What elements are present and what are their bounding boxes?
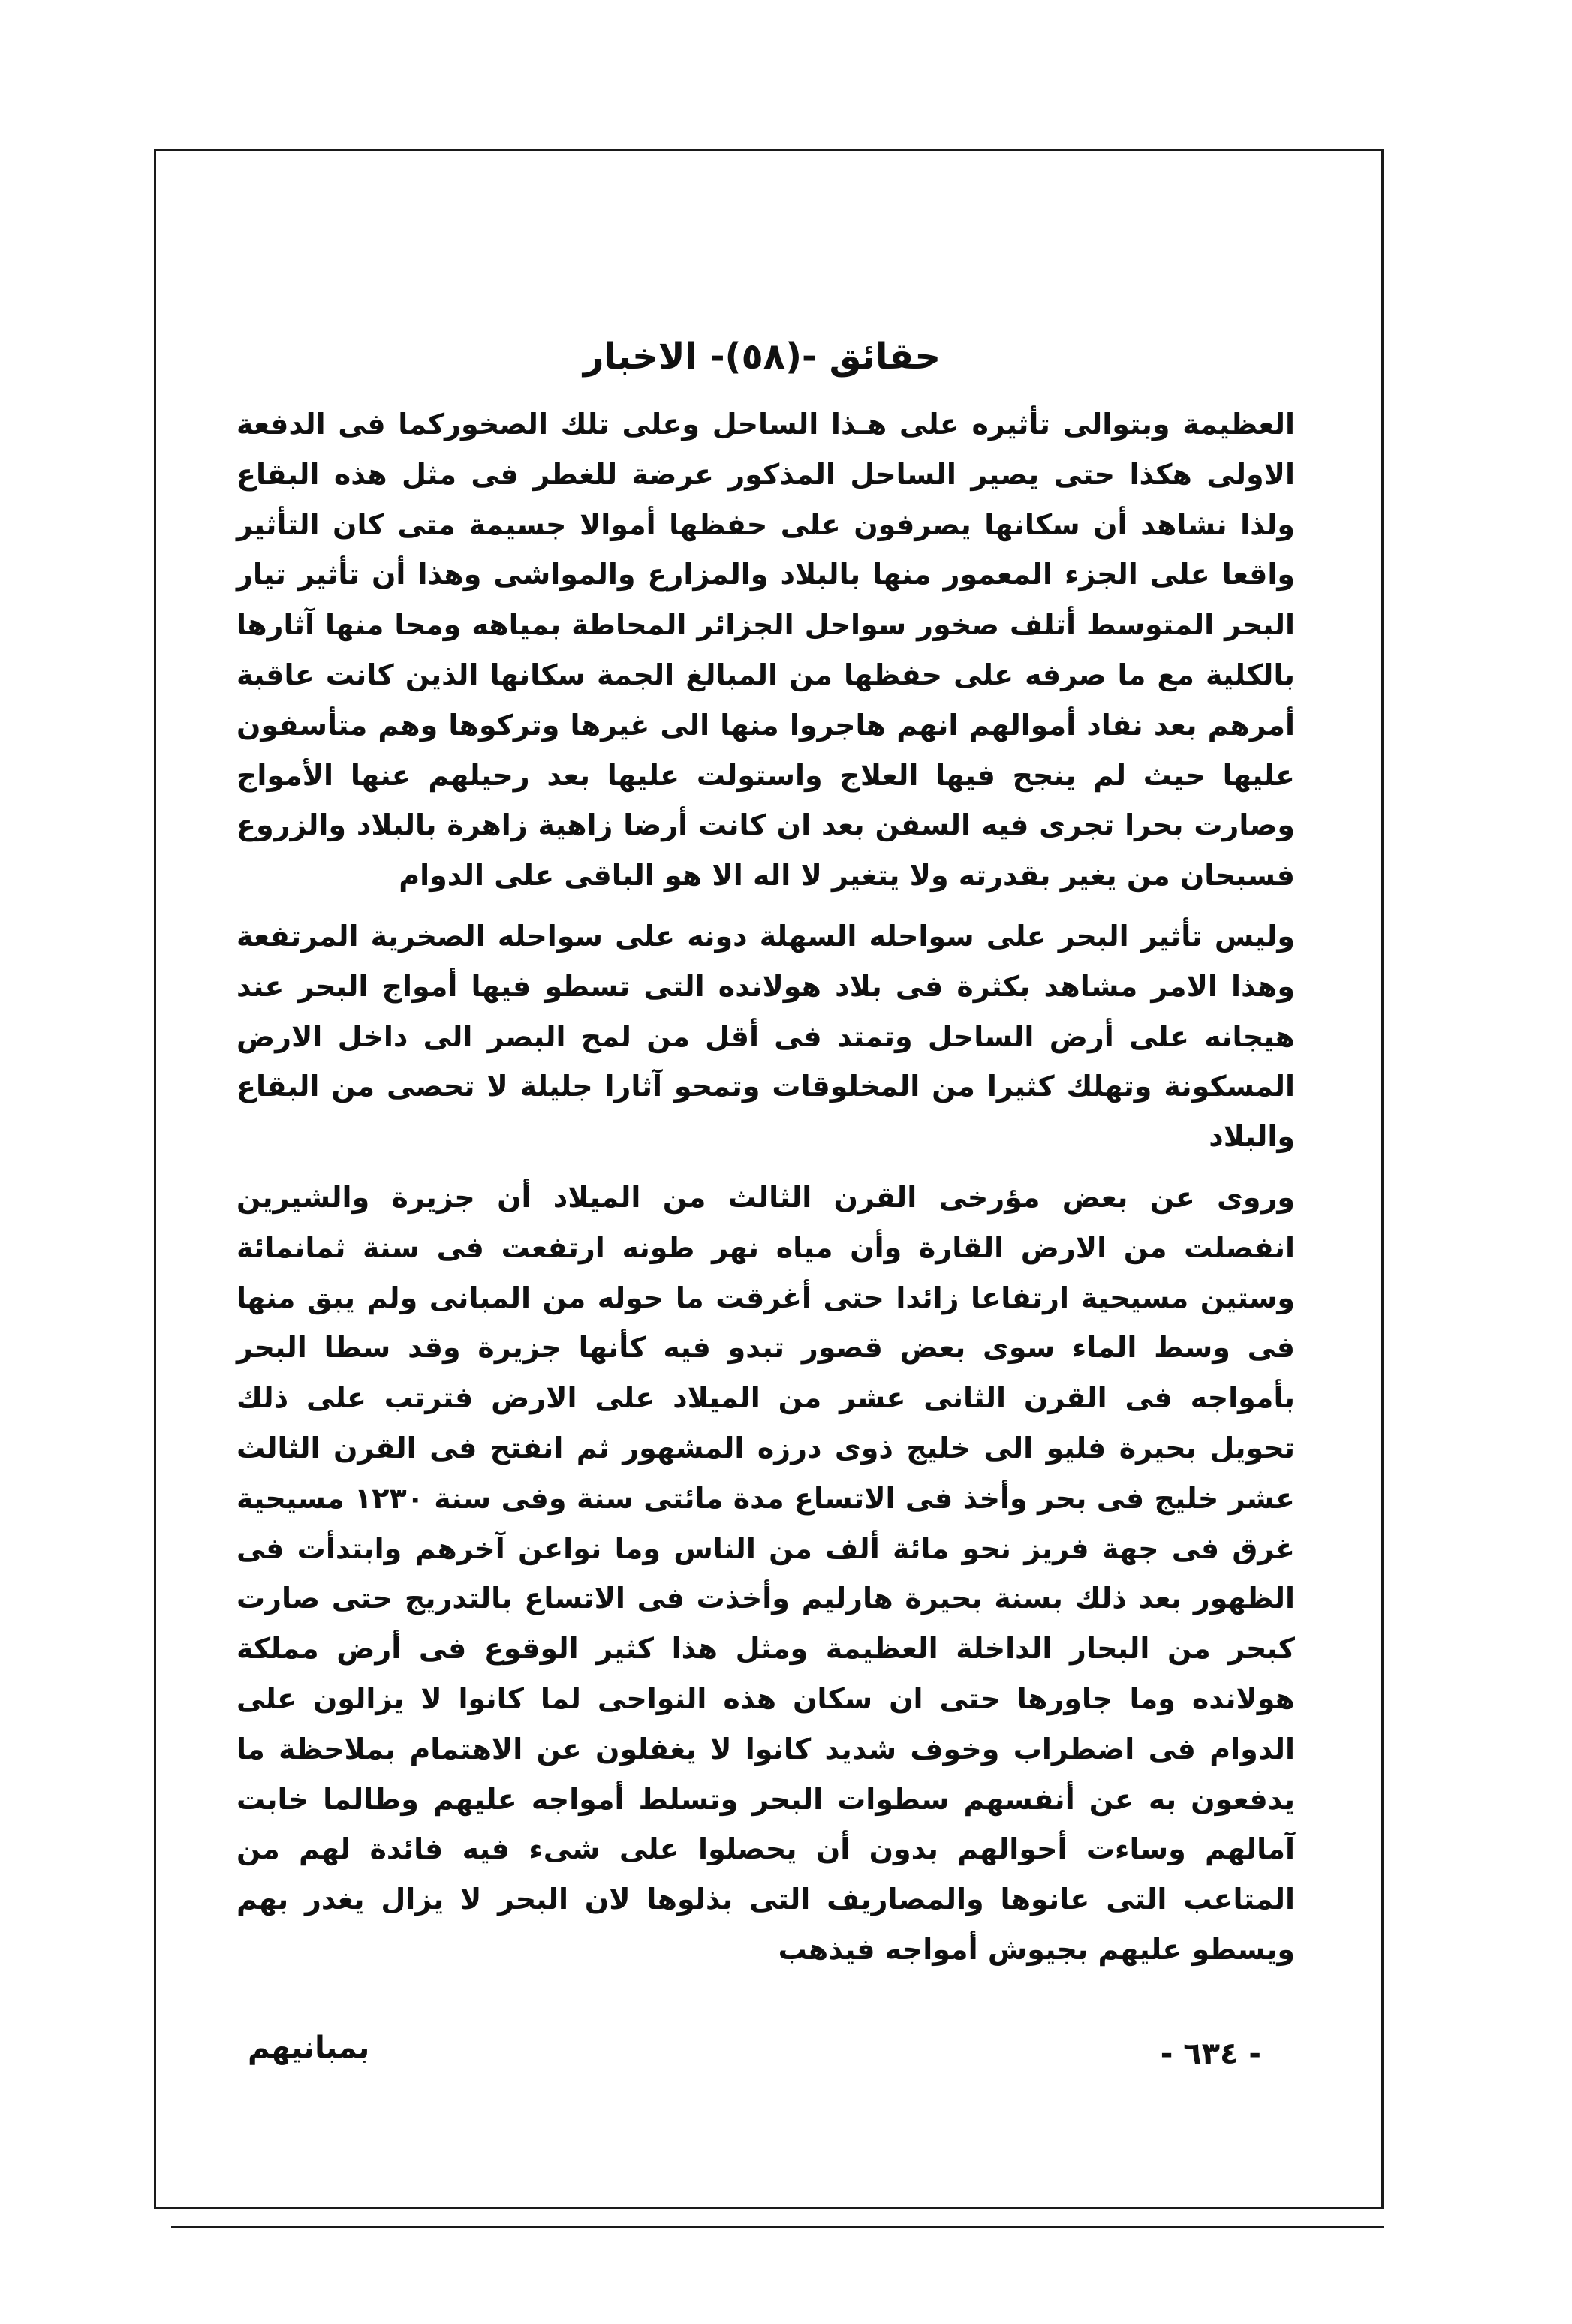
body-text xyxy=(236,399,1295,1985)
bottom-rule xyxy=(171,2226,1384,2228)
paragraph-2: وليس تأثير البحر على سواحله السهلة دونه على سواحله الصخرية المرتفعة وهذا الامر مشاهد بكثرة فى بلاد هولانده التى تسطو فيها أمواج البحر عند هيجانه على أرض الساحل وتمتد فى أقل من لمح البصر الى داخل الارض المسكونة وتهلك كثيرا من المخلوقات وتمحو آثارا جليلة لا تحصى من البقاع والبلاد xyxy=(236,919,1295,1154)
paragraph-1: العظيمة وبتوالى تأثيره على هـذا الساحل وعلى تلك الصخوركما فى الدفعة الاولى هكذا حتى يصير الساحل المذكور عرضة للغطر فى مثل هذه البقاع ولذا نشاهد أن سكانها يصرفون على حفظها أموالا جسيمة متى كان التأثير واقعا على الجزء المعمور منها بالبلاد والمزارع والمواشى وهذا أن تأثير تيار البحر المتوسط أتلف صخور سواحل الجزائر المحاطة بمياهه ومحا منها آثارها بالكلية مع ما صرفه على حفظها من المبالغ الجمة سكانها الذين كانت عاقبة أمرهم بعد نفاد أموالهم انهم هاجروا منها الى غيرها وتركوها وهم متأسفون عليها حيث لم ينجح فيها العلاج واستولت عليها بعد رحيلهم عنها الأمواج وصارت بحرا تجرى فيه السفن بعد ان كانت أرضا زاهية زاهرة بالبلاد والزروع فسبحان من يغير بقدرته ولا يتغير لا اله الا هو الباقى على الدوام xyxy=(236,408,1295,893)
running-header: حقائق -(٥٨)- الاخبار xyxy=(583,336,941,378)
catchword: بمبانيهم xyxy=(248,2030,370,2065)
page-number: - ٦٣٤ - xyxy=(1160,2037,1261,2071)
paragraph-3: وروى عن بعض مؤرخى القرن الثالث من الميلاد أن جزيرة والشيرين انفصلت من الارض القارة وأن مياه نهر طونه ارتفعت فى سنة ثمانمائة وستين مسيحية ارتفاعا زائدا حتى أغرقت ما حوله من المبانى ولم يبق منها فى وسط الماء سوى بعض قصور تبدو فيه كأنها جزيرة وقد سطا البحر بأمواجه فى القرن الثانى عشر من الميلاد على الارض فترتب على ذلك تحويل بحيرة فليو الى خليج ذوى درزه المشهور ثم انفتح فى القرن الثالث عشر خليج فى بحر وأخذ فى الاتساع مدة مائتى سنة وفى سنة ١٢٣٠ مسيحية غرق فى جهة فريز نحو مائة ألف من الناس وما نواعن آخرهم وابتدأت فى الظهور بعد ذلك بسنة بحيرة هارليم وأخذت فى الاتساع بالتدريج حتى صارت كبحر من البحار الداخلة العظيمة ومثل هذا كثير الوقوع فى أرض مملكة هولانده وما جاورها حتى ان سكان هذه النواحى لما كانوا لا يزالون على الدوام فى اضطراب وخوف شديد كانوا لا يغفلون عن الاهتمام بملاحظة ما يدفعون به عن أنفسهم سطوات البحر وتسلط أمواجه عليهم وطالما خابت آمالهم وساءت أحوالهم بدون أن يحصلوا على شىء فيه فائدة لهم من المتاعب التى عانوها والمصاريف التى بذلوها لان البحر لا يزال يغدر بهم ويسطو عليهم بجيوش أمواجه فيذهب xyxy=(236,1180,1295,1966)
page-footer xyxy=(248,2030,1284,2091)
